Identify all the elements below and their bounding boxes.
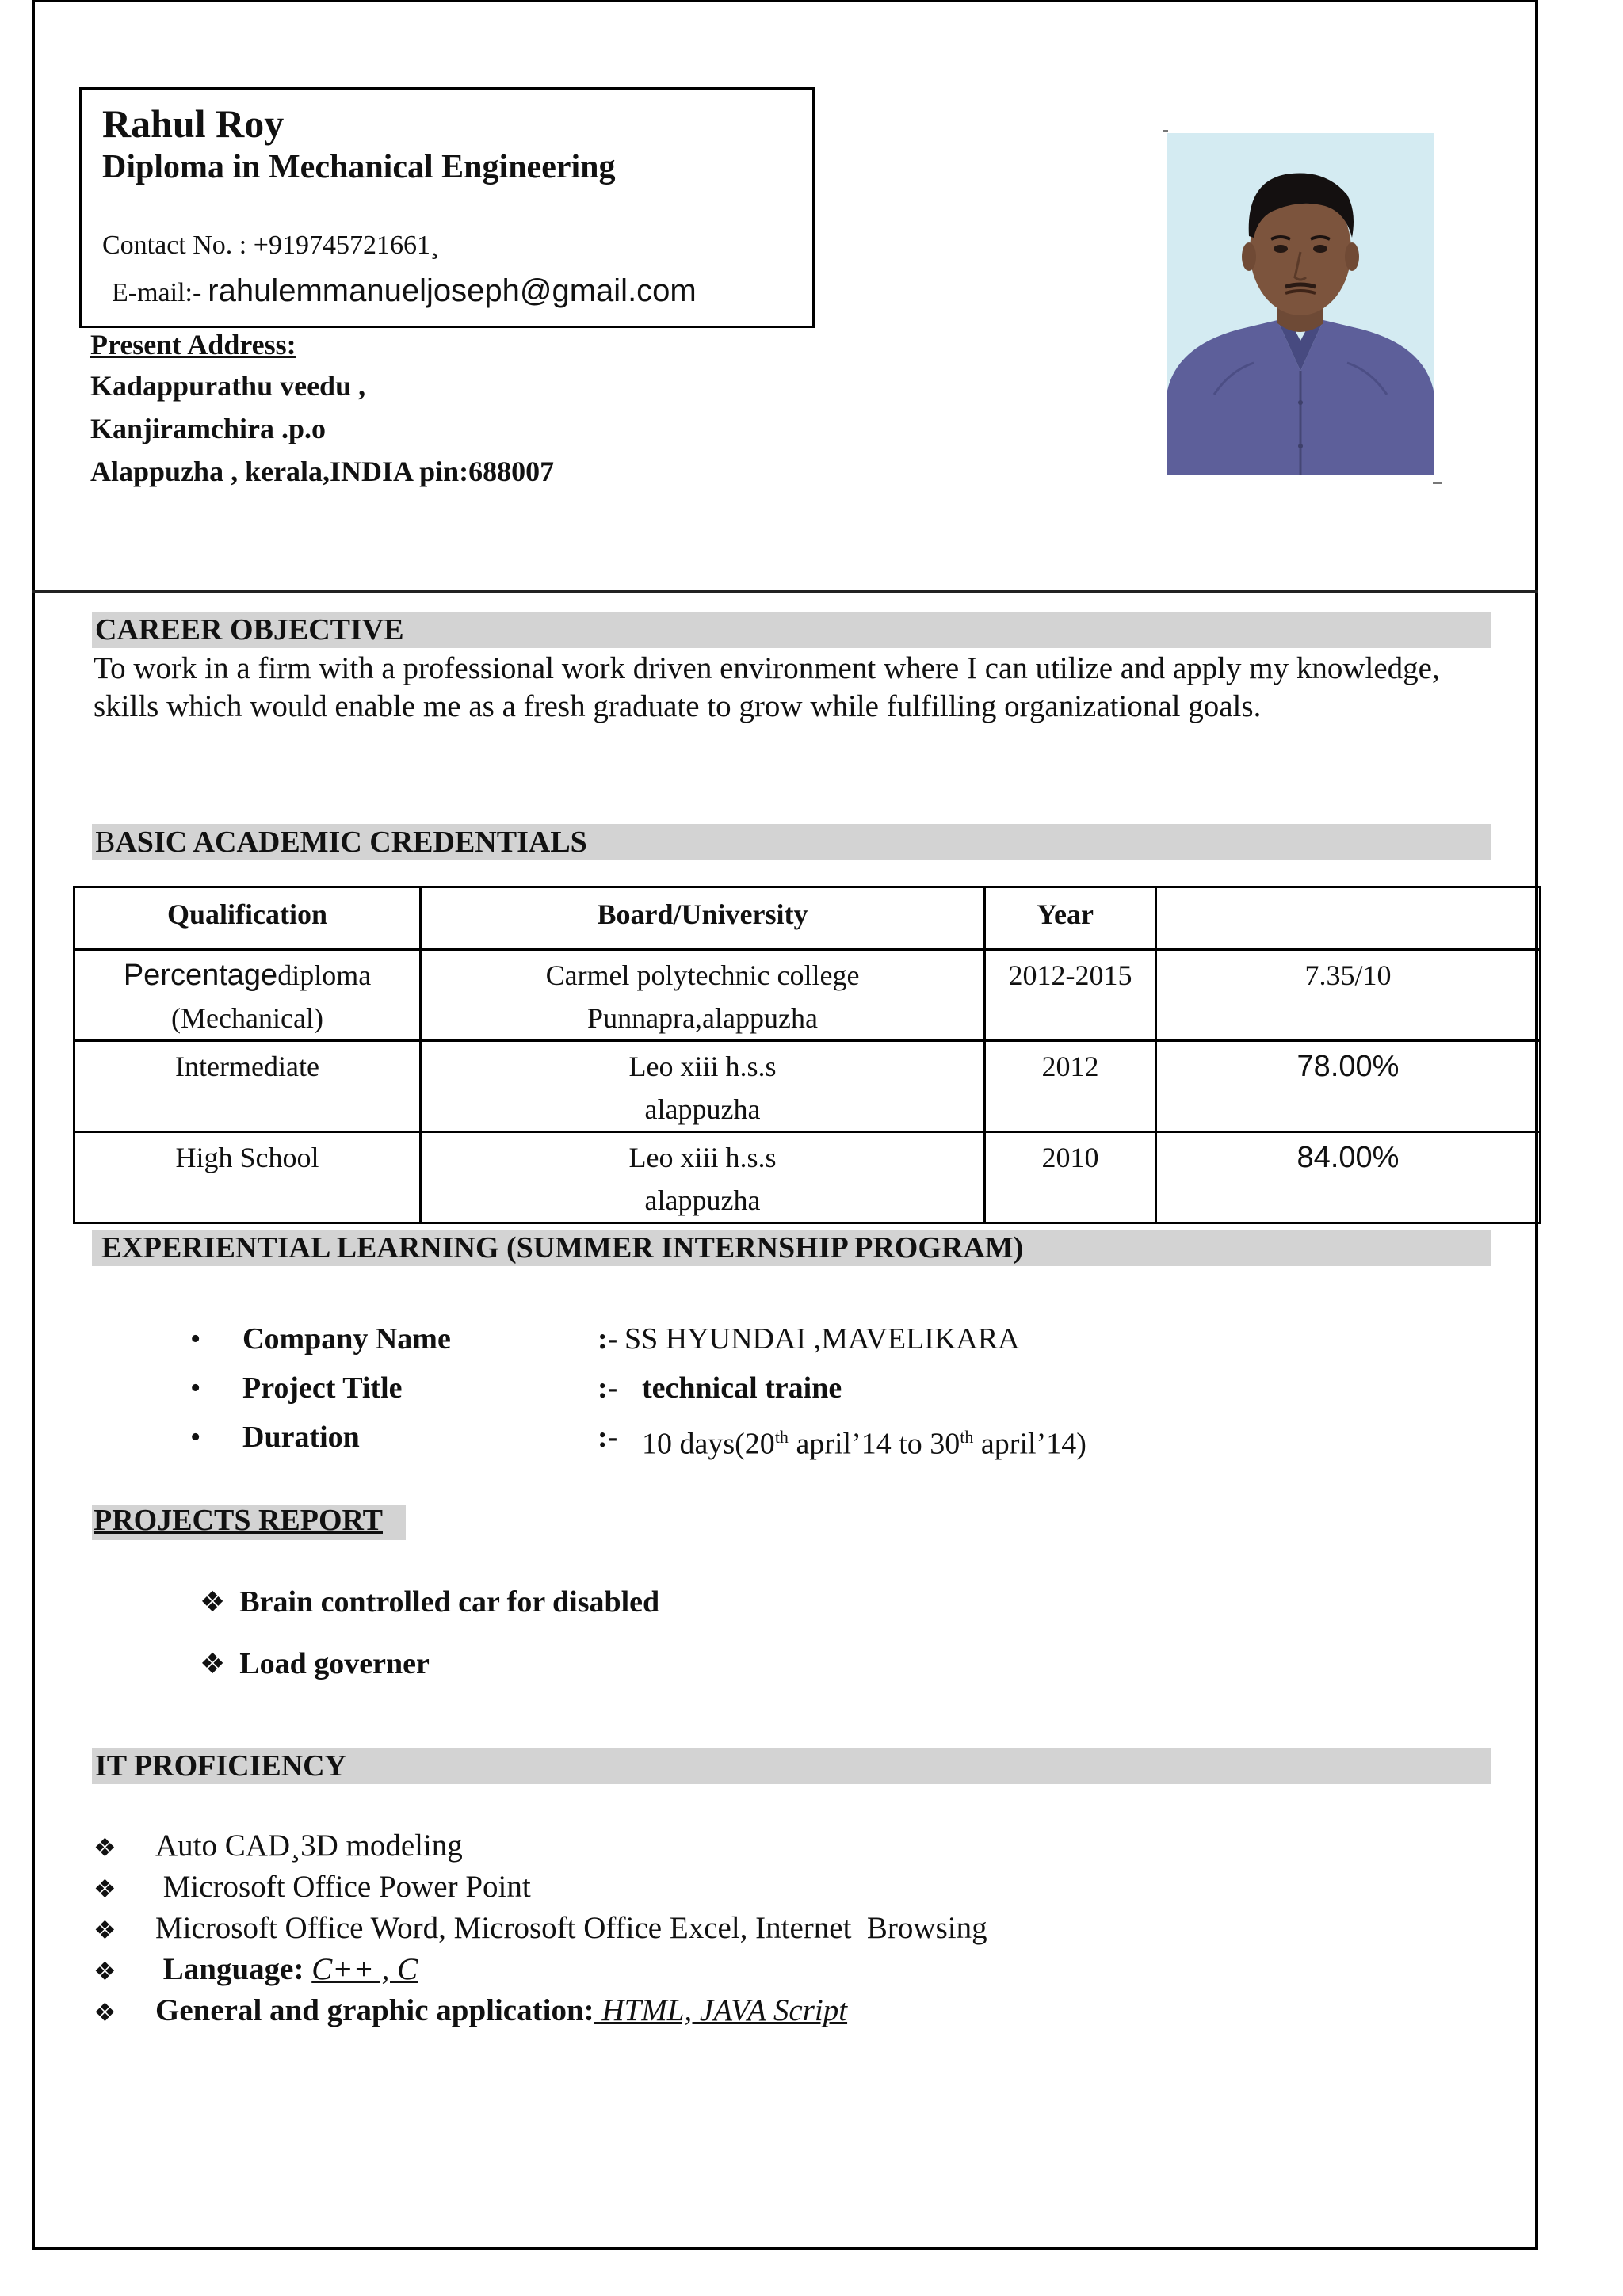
ordinal-suffix: th xyxy=(774,1427,789,1447)
year-cell: 2012-2015 xyxy=(985,950,1156,1041)
duration-label: Duration xyxy=(242,1421,360,1454)
it-item-text xyxy=(155,1990,847,2031)
column-header: Year xyxy=(985,887,1156,950)
year-cell: 2010 xyxy=(985,1132,1156,1223)
column-header: Qualification xyxy=(74,887,421,950)
qualification-cell: High School xyxy=(74,1132,421,1223)
header-box xyxy=(79,87,815,328)
qualification-cell xyxy=(74,950,421,1041)
separator: :- xyxy=(598,1421,618,1454)
address-line: Kanjiramchira .p.o xyxy=(90,413,326,444)
table-row xyxy=(74,1041,1541,1132)
it-item-text: Microsoft Office Power Point xyxy=(155,1870,531,1904)
board-text: Leo xiii h.s.s xyxy=(628,1051,777,1082)
section-heading-internship: EXPERIENTIAL LEARNING (SUMMER INTERNSHIP PROGRAM) xyxy=(92,1230,1491,1266)
column-header xyxy=(1156,887,1541,950)
it-item xyxy=(94,1990,1441,2031)
qualification-cell: Intermediate xyxy=(74,1041,421,1132)
address-line: Kadappurathu veedu , xyxy=(90,370,366,402)
section-heading-career-objective: CAREER OBJECTIVE xyxy=(92,612,1491,648)
credentials-table xyxy=(73,886,1541,1224)
photo-mark xyxy=(1163,130,1168,132)
separator: :- xyxy=(598,1371,618,1405)
project-item xyxy=(200,1646,430,1681)
address-line: Alappuzha , kerala,INDIA pin:688007 xyxy=(90,456,555,487)
heading-first-letter: B xyxy=(95,826,116,859)
contact-line xyxy=(102,231,439,261)
board-cell xyxy=(421,1132,985,1223)
it-item xyxy=(94,1908,1441,1949)
board-text: Leo xiii h.s.s xyxy=(628,1142,777,1173)
table-row xyxy=(74,1132,1541,1223)
score-cell: 84.00% xyxy=(1156,1132,1541,1223)
section-heading-projects: PROJECTS REPORT xyxy=(94,1504,383,1537)
bullet-icon: • xyxy=(190,1421,201,1454)
bullet-icon: • xyxy=(190,1371,201,1405)
year-cell: 2012 xyxy=(985,1041,1156,1132)
email-label: E-mail:- xyxy=(112,278,202,307)
project-label: Project Title xyxy=(242,1371,403,1405)
language-value: C++ , C xyxy=(311,1952,418,1986)
career-objective-text: To work in a firm with a professional work driven environment where I can utilize and apply my knowledge, skills which would enable me as a fresh graduate to grow while fulfilling organizational goals. xyxy=(94,651,1440,723)
section-heading-it: IT PROFICIENCY xyxy=(92,1748,1491,1784)
it-item-text: Auto CAD¸3D modeling xyxy=(155,1829,463,1863)
duration-text: 10 days(20 xyxy=(642,1427,775,1461)
profile-photo xyxy=(1167,133,1434,475)
project-item xyxy=(200,1585,659,1619)
contact-number: +919745721661¸ xyxy=(253,231,440,260)
ordinal-suffix: th xyxy=(960,1427,974,1447)
section-heading-academic xyxy=(92,824,1491,860)
diamond-bullet-icon: ❖ xyxy=(94,1833,116,1863)
it-item xyxy=(94,1825,1441,1867)
score-cell: 78.00% xyxy=(1156,1041,1541,1132)
section-divider xyxy=(32,590,1538,593)
contact-label: Contact No. : xyxy=(102,231,247,260)
duration-text: april’14 to 30 xyxy=(788,1427,960,1461)
board-cell xyxy=(421,1041,985,1132)
diamond-bullet-icon: ❖ xyxy=(94,1997,116,2027)
heading-rest: ASIC ACADEMIC CREDENTIALS xyxy=(115,826,587,859)
diamond-bullet-icon: ❖ xyxy=(200,1648,226,1680)
qualification-text: (Mechanical) xyxy=(171,1002,323,1034)
diamond-bullet-icon: ❖ xyxy=(94,1956,116,1986)
duration-text: april’14) xyxy=(973,1427,1086,1461)
it-item xyxy=(94,1867,1441,1908)
language-label: Language: xyxy=(155,1952,312,1986)
board-text: alappuzha xyxy=(644,1093,761,1125)
company-value: SS HYUNDAI ,MAVELIKARA xyxy=(624,1322,1020,1356)
diamond-bullet-icon: ❖ xyxy=(94,1915,116,1945)
table-row xyxy=(74,950,1541,1041)
diamond-bullet-icon: ❖ xyxy=(200,1586,226,1619)
email-line xyxy=(112,273,697,309)
bullet-icon: • xyxy=(190,1322,201,1356)
photo-mark xyxy=(1433,482,1442,484)
it-item-text: Microsoft Office Word, Microsoft Office Excel, Internet Browsing xyxy=(155,1911,987,1945)
company-label: Company Name xyxy=(242,1322,451,1356)
board-text: Carmel polytechnic college xyxy=(545,959,860,991)
email-address[interactable]: rahulemmanueljoseph@gmail.com xyxy=(208,273,697,308)
project-name: Brain controlled car for disabled xyxy=(239,1585,660,1619)
project-value: technical traine xyxy=(642,1371,842,1405)
duration-value xyxy=(642,1417,1086,1465)
qualification-text: diploma xyxy=(277,959,372,991)
board-cell xyxy=(421,950,985,1041)
table-header-row xyxy=(74,887,1541,950)
column-header: Board/University xyxy=(421,887,985,950)
application-value: HTML, JAVA Script xyxy=(594,1993,848,2027)
qualification-text: Percentage xyxy=(123,959,278,992)
it-item-text xyxy=(155,1949,418,1990)
board-text: alappuzha xyxy=(644,1184,761,1216)
diamond-bullet-icon: ❖ xyxy=(94,1874,116,1904)
project-name: Load governer xyxy=(239,1647,430,1680)
application-label: General and graphic application: xyxy=(155,1993,594,2027)
address-heading: Present Address: xyxy=(90,329,296,360)
separator: :- xyxy=(598,1322,618,1356)
candidate-qualification: Diploma in Mechanical Engineering xyxy=(102,149,616,185)
score-cell: 7.35/10 xyxy=(1156,950,1541,1041)
it-item xyxy=(94,1949,1441,1990)
candidate-name: Rahul Roy xyxy=(102,101,285,146)
board-text: Punnapra,alappuzha xyxy=(587,1002,818,1034)
